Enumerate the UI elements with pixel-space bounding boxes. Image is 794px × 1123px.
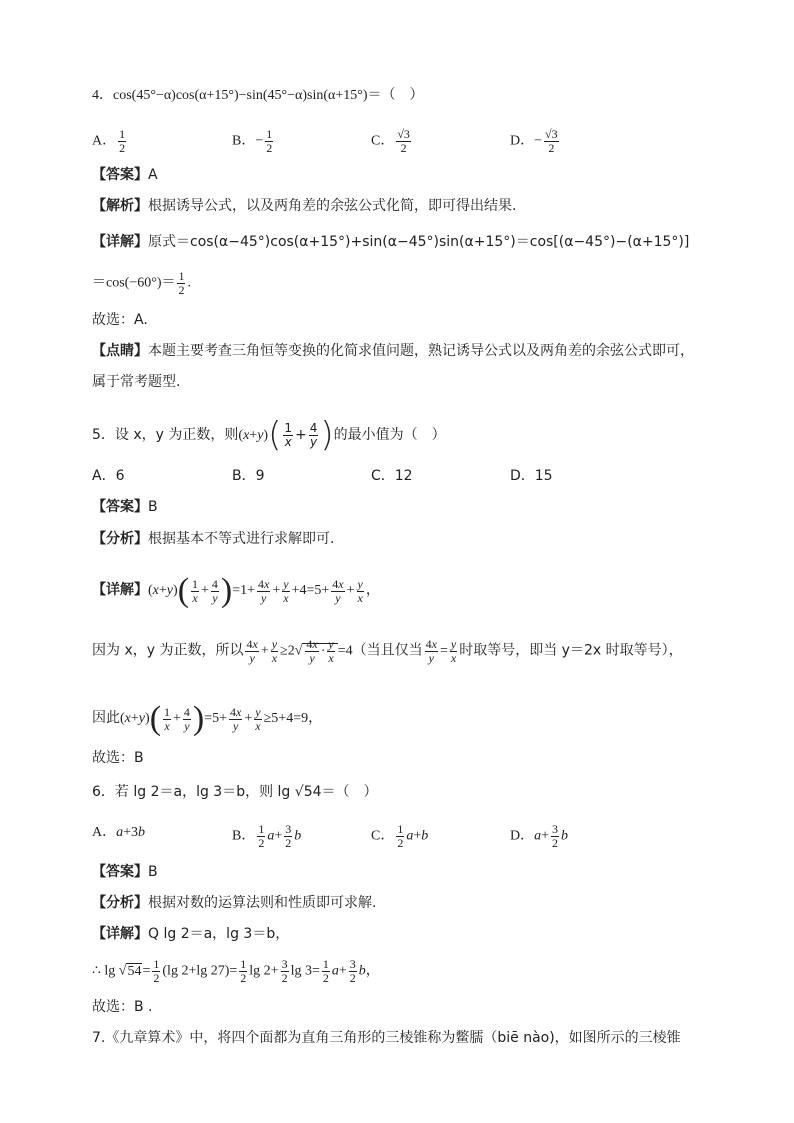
q5-stem: 5．设 x，y 为正数，则(x+y)( $\frac{1}{x}$ + $\frac{4}{y}$ )的最小值为（ ）	[92, 415, 446, 455]
q4-analysis: 【解析】根据诱导公式，以及两角差的余弦公式化简，即可得出结果.	[92, 198, 517, 214]
q4-detail-line1: 【详解】原式＝cos(α−45°)cos(α+15°)+sin(α−45°)sin(α+15°)＝cos[(α−45°)−(α+15°)]	[92, 234, 690, 250]
q4-stem: 4．cos(45°−α)cos(α+15°)−sin(45°−α)sin(α+15°)＝（ ）	[92, 88, 424, 103]
q4-comment-line1: 【点睛】本题主要考查三角恒等变换的化简求值问题，熟记诱导公式以及两角差的余弦公式即可，	[92, 343, 694, 359]
q5-answer: 【答案】B	[92, 499, 158, 515]
q6-stem: 6．若 lg 2＝a，lg 3＝b，则 lg √54＝（ ）	[92, 784, 378, 800]
q5-because: 因为 x，y 为正数，所以 $\frac{4x}{y}$ + $\frac{y}{x}$ ≥2√ $\frac{4x}{y}$ · $\frac{y}{x}$ =4（当且仅当 $\frac{4x}{y}$ = $\frac{y}{x}$ 时取等号，即当 y＝2x 时取等号），	[92, 637, 683, 665]
q5-analysis: 【分析】根据基本不等式进行求解即可.	[92, 531, 335, 547]
q5-detail: 【详解】(x+y)( $\frac{1}{x}$ + $\frac{4}{y}$ )=1+ $\frac{4x}{y}$ + $\frac{y}{x}$ +4=5+ $\frac{4x}{y}$ + $\frac{y}{x}$ ，	[92, 572, 380, 609]
q5-option-b: B．9	[232, 468, 265, 484]
q4-detail-line2: ＝cos(−60°)＝ $\frac{1}{2}$ .	[92, 269, 191, 297]
q4-comment-line2: 属于常考题型.	[92, 374, 181, 390]
q7-stem: 7.《九章算术》中，将四个面都为直角三角形的三棱锥称为鳖臑（biē nào)，如图所示的三棱锥	[92, 1030, 681, 1046]
q4-option-a: A． $\frac{1}{2}$	[92, 127, 126, 155]
q5-option-c: C．12	[371, 468, 413, 484]
q5-option-d: D．15	[510, 468, 553, 484]
q6-answer: 【答案】B	[92, 864, 158, 880]
q5-option-a: A．6	[92, 468, 125, 484]
q4-answer: 【答案】A	[92, 167, 158, 183]
q5-choose: 故选：B	[92, 750, 144, 766]
q4-option-c: C． $\frac{√3}{2}$	[371, 127, 410, 155]
q6-detail-line1: 【详解】Q lg 2＝a，lg 3＝b，	[92, 926, 290, 942]
q6-analysis: 【分析】根据对数的运算法则和性质即可求解.	[92, 895, 377, 911]
q4-choose: 故选：A.	[92, 312, 148, 328]
q4-option-d: D．− $\frac{√3}{2}$	[510, 127, 558, 155]
q6-choose: 故选：B .	[92, 999, 153, 1015]
q6-option-b: B． $\frac{1}{2}$ a+ $\frac{3}{2}$ b	[232, 822, 302, 850]
q6-detail-line2: ∴ lg √54= $\frac{1}{2}$ (lg 2+lg 27)= $\frac{1}{2}$ lg 2+ $\frac{3}{2}$ lg 3= $\frac{1}{2}$ a+ $\frac{3}{2}$ b，	[92, 957, 380, 985]
q6-option-a: A．a+3b	[92, 825, 146, 840]
q5-thus: 因此(x+y)( $\frac{1}{x}$ + $\frac{4}{y}$ )=5+ $\frac{4x}{y}$ + $\frac{y}{x}$ ≥5+4=9，	[92, 700, 323, 737]
q6-option-d: D．a+ $\frac{3}{2}$ b	[510, 822, 569, 850]
q6-option-c: C． $\frac{1}{2}$ a+b	[371, 822, 429, 850]
q4-option-b: B．− $\frac{1}{2}$	[232, 127, 273, 155]
